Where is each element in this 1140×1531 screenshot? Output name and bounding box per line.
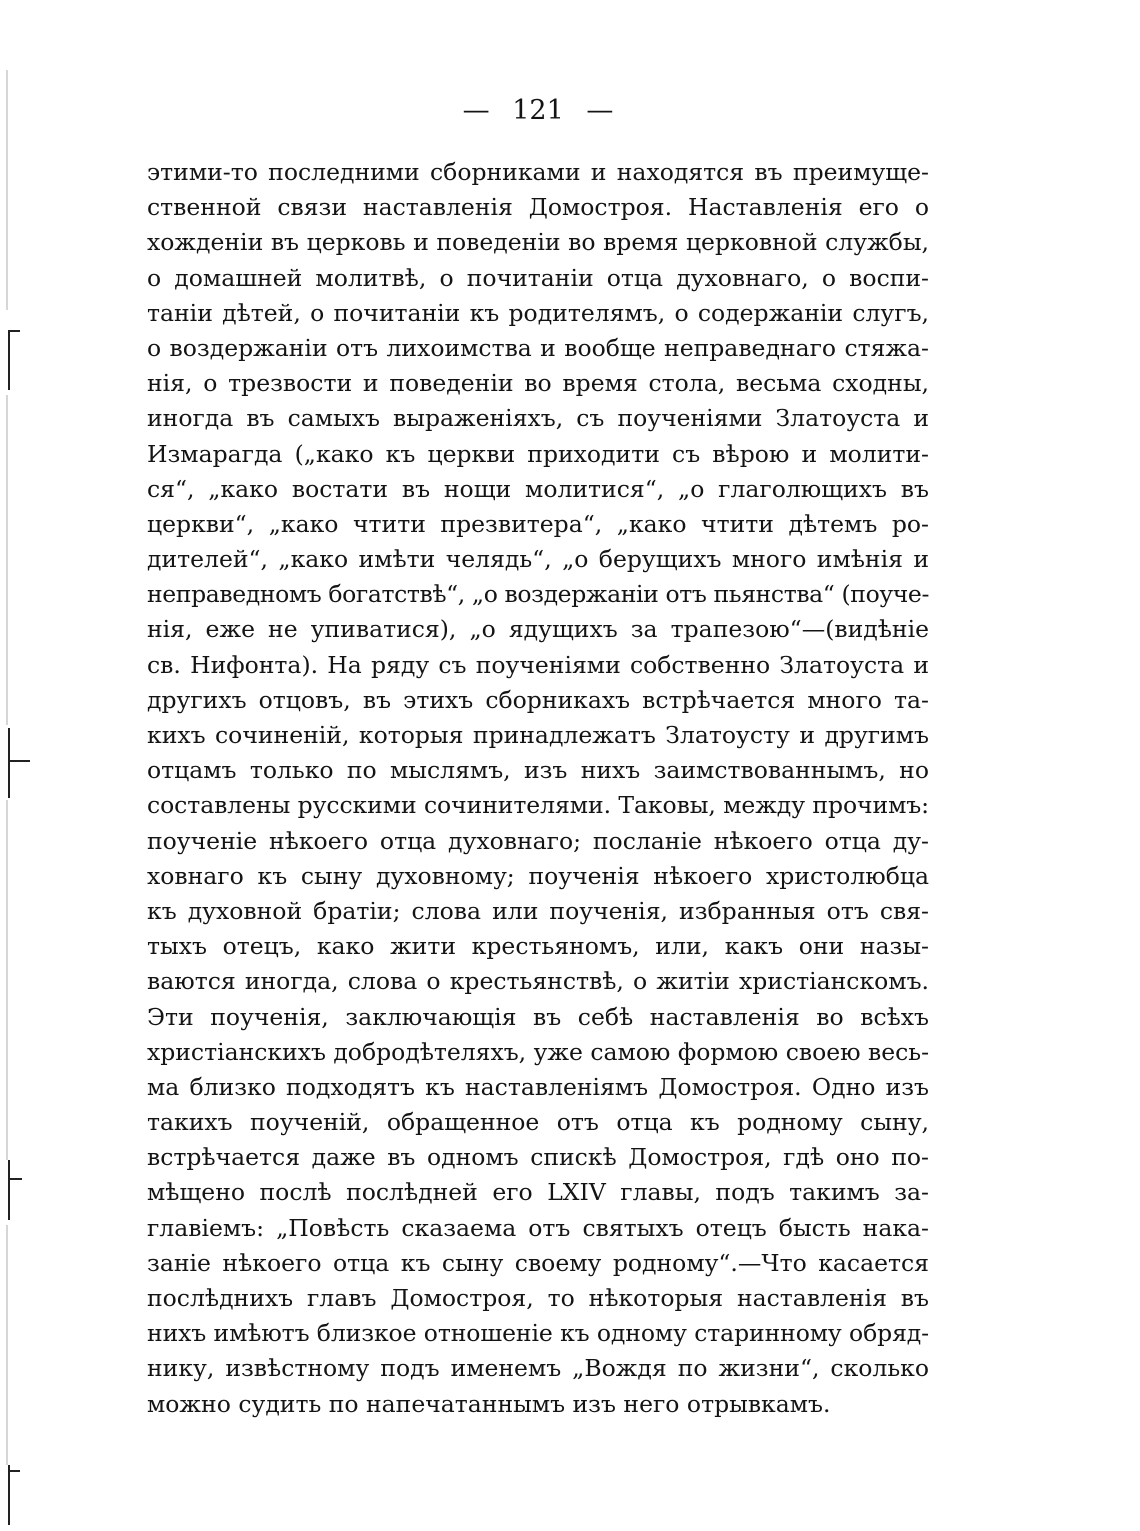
text-line: нихъ имѣютъ близкое отношеніе къ одному старинному обряд- (147, 1319, 929, 1348)
text-line: тыхъ отецъ, како жити крестьяномъ, или, какъ они назы- (147, 932, 929, 961)
text-line: о воздержаніи отъ лихоимства и вообще неправеднаго стяжа- (147, 333, 929, 362)
text-line: нику, извѣстному подъ именемъ „Вождя по жизни“, сколько (147, 1354, 929, 1383)
text-line: ся“, „како востати въ нощи молитися“, „о глаголющихъ въ (147, 474, 929, 503)
text-line: кихъ сочиненій, которыя принадлежатъ Златоусту и другимъ (147, 721, 929, 749)
text-line: хожденіи въ церковь и поведеніи во время церковной службы, (147, 228, 929, 257)
text-line: отцамъ только по мыслямъ, изъ нихъ заимствованнымъ, но (147, 756, 929, 785)
text-line: встрѣчается даже въ одномъ спискѣ Домостроя, гдѣ оно по- (147, 1143, 929, 1172)
text-line: церкви“, „како чтити презвитера“, „како чтити дѣтемъ ро- (147, 509, 929, 538)
text-line: нія, о трезвости и поведеніи во время стола, весьма сходны, (147, 369, 929, 398)
scan-margin-line (6, 800, 8, 1160)
text-line: главіемъ: „Повѣсть сказаема отъ святыхъ отецъ бысть нака- (147, 1213, 929, 1242)
page-number: 121 (512, 95, 564, 126)
text-line: нія, еже не упиватися), „о ядущихъ за трапезою“—(видѣніе (147, 615, 929, 644)
text-line: заніе нѣкоего отца къ сыну своему родному“.—Что касается (147, 1248, 929, 1277)
text-line: составлены русскими сочинителями. Таковы, между прочимъ: (147, 791, 929, 820)
text-line: таніи дѣтей, о почитаніи къ родителямъ, о содержаніи слугъ, (147, 298, 929, 327)
text-line: другихъ отцовъ, въ этихъ сборникахъ встрѣчается много та- (147, 685, 929, 714)
text-line: ваются иногда, слова о крестьянствѣ, о житіи христіанскомъ. (147, 967, 929, 996)
text-line-last: можно судить по напечатаннымъ изъ него отрывкамъ. (147, 1389, 831, 1418)
scan-margin-tick (8, 330, 20, 332)
text-line: неправедномъ богатствѣ“, „о воздержаніи отъ пьянства“ (поуче- (147, 580, 929, 609)
scan-margin-line (6, 395, 8, 725)
text-line: поученіе нѣкоего отца духовнаго; посланіе нѣкоего отца ду- (147, 826, 929, 855)
scan-margin-line (8, 728, 10, 798)
text-line: мѣщено послѣ послѣдней его LXIV главы, подъ такимъ за- (147, 1178, 929, 1207)
page-number-dash-left: — (462, 95, 490, 126)
text-line: ственной связи наставленія Домостроя. Наставленія его о (147, 193, 929, 222)
scan-margin-line (8, 330, 10, 390)
text-line: этими-то последними сборниками и находятся въ преимуще- (147, 158, 929, 186)
text-line: Эти поученія, заключающія въ себѣ наставленія во всѣхъ (147, 1002, 929, 1031)
page-number-dash-right: — (586, 95, 614, 126)
text-line: такихъ поученій, обращенное отъ отца къ родному сыну, (147, 1108, 929, 1137)
scan-margin-line (6, 1225, 8, 1465)
text-line: Измарагда („како къ церкви приходити съ вѣрою и молити- (147, 439, 929, 468)
text-line: ховнаго къ сыну духовному; поученія нѣкоего христолюбца (147, 861, 929, 890)
text-line: послѣднихъ главъ Домостроя, то нѣкоторыя наставленія въ (147, 1284, 929, 1312)
text-line: иногда въ самыхъ выраженіяхъ, съ поученіями Златоуста и (147, 404, 929, 433)
scan-margin-line (8, 1465, 10, 1525)
text-line: св. Нифонта). На ряду съ поученіями собственно Златоуста и (147, 650, 929, 679)
scan-margin-line (8, 1160, 10, 1220)
page-number-header (0, 93, 1076, 129)
scan-margin-tick (8, 1178, 22, 1180)
text-line: христіанскихъ добродѣтеляхъ, уже самою формою своею весь- (147, 1037, 929, 1066)
text-line: къ духовной братіи; слова или поученія, избранныя отъ свя- (147, 896, 929, 925)
body-text (147, 155, 929, 1422)
scan-margin-tick (8, 760, 30, 762)
text-line: ма близко подходятъ къ наставленіямъ Домостроя. Одно изъ (147, 1072, 929, 1101)
text-line: о домашней молитвѣ, о почитаніи отца духовнаго, о воспи- (147, 263, 929, 292)
text-line: дителей“, „како имѣти челядь“, „о берущихъ много имѣнія и (147, 545, 929, 574)
scan-margin-tick (8, 1470, 20, 1472)
